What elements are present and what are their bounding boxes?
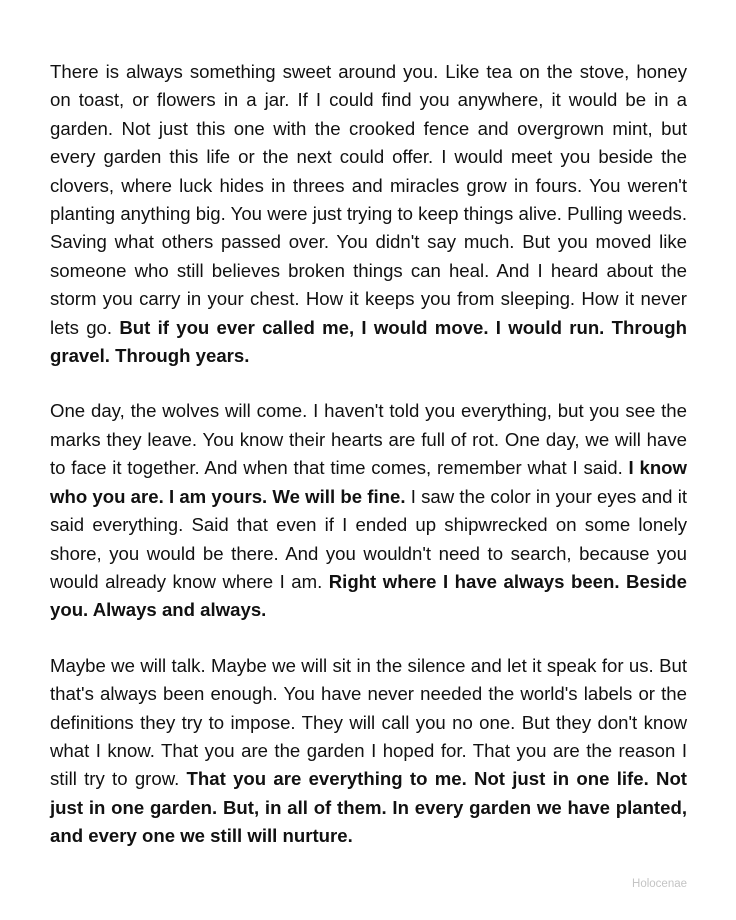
poem-body	[50, 58, 687, 851]
paragraph-2-emphasis: I know who you are. I am yours. We will be fine.	[50, 457, 687, 507]
paragraph-3-text: Maybe we will talk. Maybe we will sit in the silence and let it speak for us. But that's always been enough. You have never needed the world's labels or the definitions they try to impose. They will call you no one. But they don't know what I know. That you are the garden I hoped for. That you are the reason I still try to grow.	[50, 654, 687, 790]
paragraph-wolves	[50, 397, 687, 624]
paragraph-2-text-continued: I saw the color in your eyes and it said everything. Said that even if I ended up shipwrecked on some lonely shore, you would be there. And you wouldn't need to search, because you would already know where I am.	[50, 485, 687, 592]
paragraph-2-closing-emphasis: Right where I have always been. Beside you. Always and always.	[50, 570, 687, 621]
paragraph-2-text: One day, the wolves will come. I haven't told you everything, but you see the marks they leave. You know their hearts are full of rot. One day, we will have to face it together. And when that time comes, remember what I said.	[50, 400, 687, 479]
author-signature: Holocenae	[632, 878, 687, 890]
paragraph-1-emphasis: But if you ever called me, I would move. I would run. Through gravel. Through years.	[50, 316, 687, 367]
paragraph-3-emphasis: That you are everything to me. Not just in one life. Not just in one garden. But, in all of them. In every garden we have planted, and every one we still will nurture.	[50, 768, 687, 847]
paragraph-silence	[50, 652, 687, 851]
paragraph-1-text: There is always something sweet around you. Like tea on the stove, honey on toast, or flowers in a jar. If I could find you anywhere, it would be in a garden. Not just this one with the crooked fence and overgrown mint, but every garden this life or the next could offer. I would meet you beside the clovers, where luck hides in threes and miracles grow in fours. You weren't planting anything big. You were just trying to keep things alive. Pulling weeds. Saving what others passed over. You didn't say much. But you moved like someone who still believes broken things can heal. And I heard about the storm you carry in your chest. How it keeps you from sleeping. How it never lets go.	[50, 61, 687, 338]
paragraph-garden	[50, 58, 687, 370]
